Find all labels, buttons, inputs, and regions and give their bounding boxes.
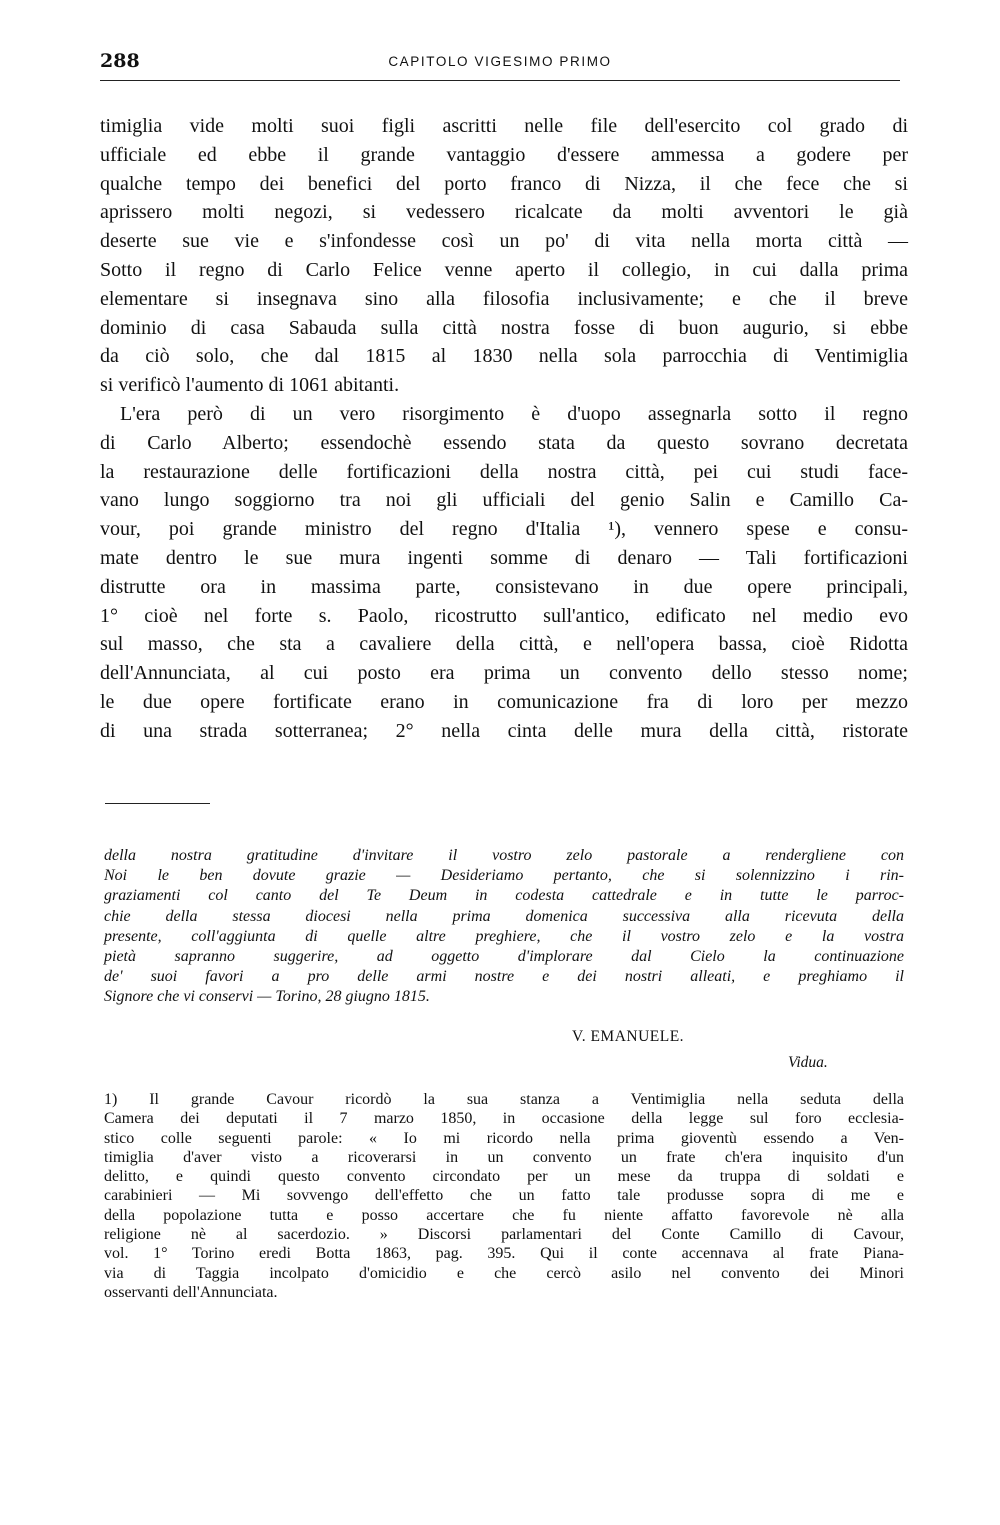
footnote-line: stico colle seguenti parole: « Io mi ricordo nella prima gioventù essendo a Ven-	[104, 1129, 904, 1147]
body-line: qualche tempo dei benefici del porto franco di Nizza, il che fece che si	[100, 172, 908, 195]
signature-title: Vidua.	[788, 1054, 828, 1071]
body-line: le due opere fortificate erano in comunicazione fra di loro per mezzo	[100, 690, 908, 713]
page-header	[100, 50, 900, 81]
body-line: da ciò solo, che dal 1815 al 1830 nella sola parrocchia di Ventimiglia	[100, 345, 908, 368]
decree-line: de' suoi favori a pro delle armi nostre e dei nostri alleati, e preghiamo il	[104, 968, 904, 986]
decree-line: presente, coll'aggiunta di quelle altre preghiere, che il vostro zelo e la vostra	[104, 927, 904, 945]
body-line: si verificò l'aumento di 1061 abitanti.	[100, 374, 400, 397]
body-line: 1° cioè nel forte s. Paolo, ricostrutto sull'antico, edificato nel medio evo	[100, 604, 908, 627]
footnote-line: timiglia d'aver visto a ricoverarsi in un convento un frate ch'era inquisito d'un	[104, 1148, 904, 1166]
body-text	[100, 112, 908, 746]
footnote	[104, 1090, 904, 1302]
decree-quotation	[104, 846, 904, 1008]
footnote-line: via di Taggia incolpato d'omicidio e che cercò asilo nel convento dei Minori	[104, 1264, 904, 1282]
footnote-line: delitto, e quindi questo convento circondato per un mese da truppa di soldati e	[104, 1168, 904, 1186]
decree-line: graziamenti col canto del Te Deum in codesta cattedrale e in tutte le parroc-	[104, 887, 904, 905]
body-line: deserte sue vie e s'infondesse così un po' di vita nella morta città —	[100, 230, 908, 253]
body-line: di Carlo Alberto; essendochè essendo stata da questo sovrano decretata	[100, 431, 908, 454]
body-line: vour, poi grande ministro del regno d'Italia ¹), vennero spese e consu-	[100, 518, 908, 541]
footnote-line: 1) Il grande Cavour ricordò la sua stanza a Ventimiglia nella seduta della	[104, 1091, 904, 1108]
page-number: 288	[100, 50, 140, 72]
footnote-line: religione nè al sacerdozio. » Discorsi parlamentari del Conte Camillo di Cavour,	[104, 1226, 904, 1244]
body-line: di una strada sotterranea; 2° nella cinta delle mura della città, ristorate	[100, 719, 908, 742]
decree-line: Noi le ben dovute grazie — Desideriamo pertanto, che si solennizzino i rin-	[104, 867, 904, 885]
decree-line: chie della stessa diocesi nella prima domenica successiva alla ricevuta della	[104, 907, 904, 925]
body-line: elementare si insegnava sino alla filosofia inclusivamente; e che il breve	[100, 287, 908, 310]
footnote-line: Camera dei deputati il 7 marzo 1850, in occasione della legge sul foro ecclesia-	[104, 1110, 904, 1128]
body-line: Sotto il regno di Carlo Felice venne aperto il collegio, in cui dalla prima	[100, 258, 908, 281]
body-line: dell'Annunciata, al cui posto era prima un convento dello stesso nome;	[100, 662, 908, 685]
footnote-line: carabinieri — Mi sovvengo dell'effetto che un fatto tale produsse sopra di me e	[104, 1187, 904, 1205]
signature-name: V. EMANUELE.	[572, 1028, 685, 1045]
footnote-line: della popolazione tutta e posso accertare che fu niente affatto favorevole nè alla	[104, 1206, 904, 1224]
body-line: sul masso, che sta a cavaliere della città, e nell'opera bassa, cioè Ridotta	[100, 633, 908, 656]
decree-line: della nostra gratitudine d'invitare il vostro zelo pastorale a rendergliene con	[104, 847, 904, 864]
decree-line: Signore che vi conservi — Torino, 28 giugno 1815.	[104, 988, 430, 1006]
body-line: dominio di casa Sabauda sulla città nostra fosse di buon augurio, si ebbe	[100, 316, 908, 339]
body-line: distrutte ora in massima parte, consistevano in due opere principali,	[100, 575, 908, 598]
footnote-line: vol. 1° Torino eredi Botta 1863, pag. 395. Qui il conte accennava al frate Piana-	[104, 1245, 904, 1263]
body-line: L'era però di un vero risorgimento è d'uopo assegnarla sotto il regno	[120, 402, 908, 425]
footnote-separator	[105, 803, 210, 804]
body-line: la restaurazione delle fortificazioni della nostra città, pei cui studi face-	[100, 460, 908, 483]
footnote-line: osservanti dell'Annunciata.	[104, 1283, 278, 1301]
body-line: mate dentro le sue mura ingenti somme di denaro — Tali fortificazioni	[100, 546, 908, 569]
body-line: ufficiale ed ebbe il grande vantaggio d'essere ammessa a godere per	[100, 143, 908, 166]
body-line: vano lungo soggiorno tra noi gli ufficiali del genio Salin e Camillo Ca-	[100, 489, 908, 512]
decree-line: pietà sapranno suggerire, ad oggetto d'implorare dal Cielo la continuazione	[104, 947, 904, 965]
body-line: aprissero molti negozi, si vedessero ricalcate da molti avventori le già	[100, 201, 908, 224]
body-line: timiglia vide molti suoi figli ascritti nelle file dell'esercito col grado di	[100, 115, 908, 137]
running-head: CAPITOLO VIGESIMO PRIMO	[388, 54, 612, 69]
